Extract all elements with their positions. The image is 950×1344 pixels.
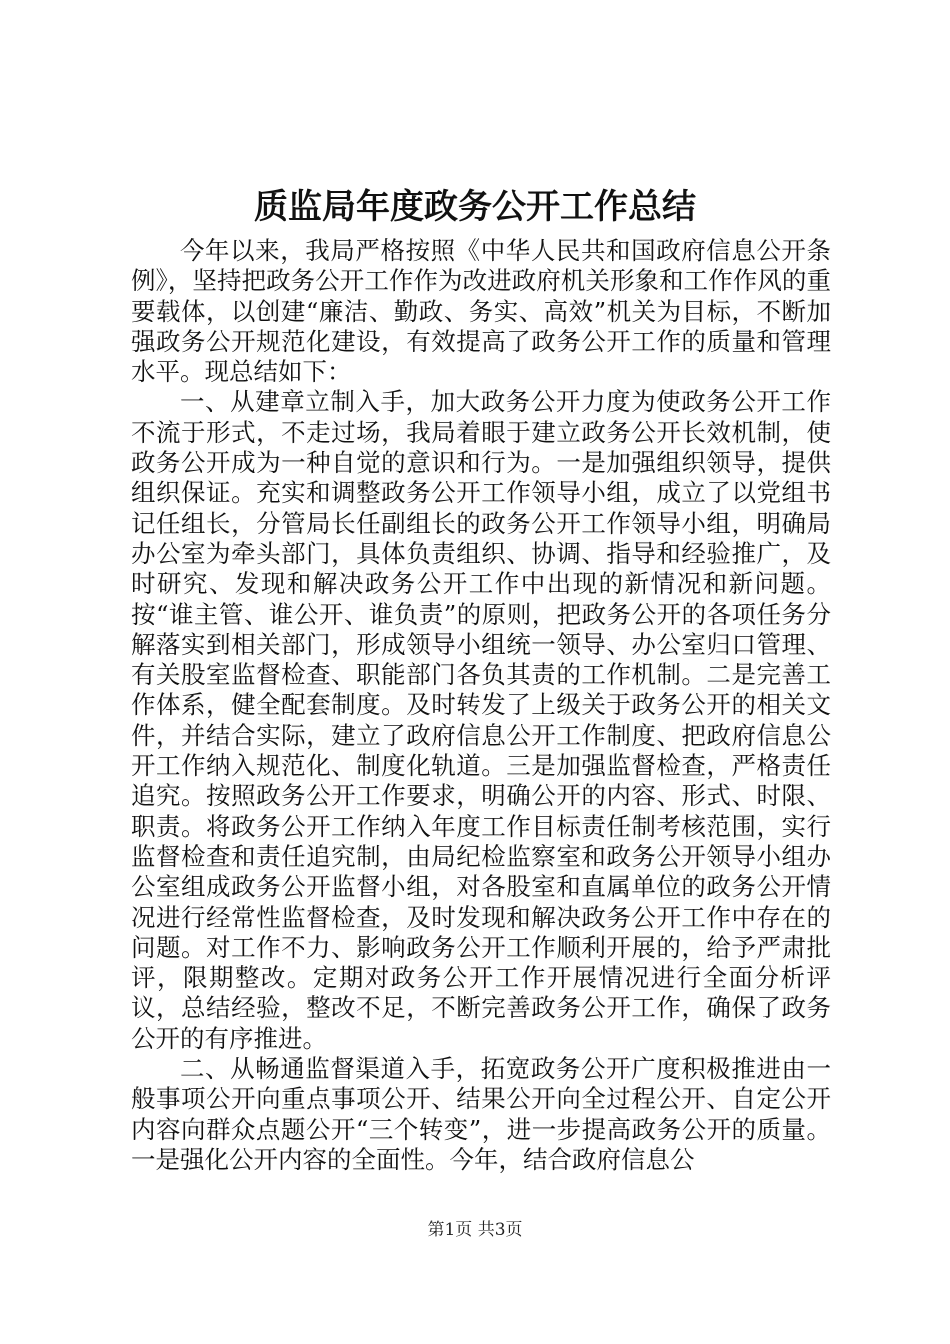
document-title: 质监局年度政务公开工作总结 bbox=[254, 187, 696, 227]
document-body bbox=[131, 236, 831, 1175]
paragraph-section-two: 二、从畅通监督渠道入手，拓宽政务公开广度积极推进由一般事项公开向重点事项公开、结果公开向全过程公开、自定公开内容向群众点题公开“三个转变”，进一步提高政务公开的质量。一是强化公开内容的全面性。今年，结合政府信息公 bbox=[131, 1054, 831, 1174]
paragraph-intro: 今年以来，我局严格按照《中华人民共和国政府信息公开条例》，坚持把政务公开工作作为改进政府机关形象和工作作风的重要载体，以创建“廉洁、勤政、务实、高效”机关为目标，不断加强政务公开规范化建设，有效提高了政务公开工作的质量和管理水平。现总结如下： bbox=[131, 236, 831, 387]
paragraph-section-one: 一、从建章立制入手，加大政务公开力度为使政务公开工作不流于形式，不走过场，我局着眼于建立政务公开长效机制，使政务公开成为一种自觉的意识和行为。一是加强组织领导，提供组织保证。充实和调整政务公开工作领导小组，成立了以党组书记任组长，分管局长任副组长的政务公开工作领导小组，明确局办公室为牵头部门，具体负责组织、协调、指导和经验推广，及时研究、发现和解决政务公开工作中出现的新情况和新问题。按“谁主管、谁公开、谁负责”的原则，把政务公开的各项任务分解落实到相关部门，形成领导小组统一领导、办公室归口管理、有关股室监督检查、职能部门各负其责的工作机制。二是完善工作体系，健全配套制度。及时转发了上级关于政务公开的相关文件，并结合实际，建立了政府信息公开工作制度、把政府信息公开工作纳入规范化、制度化轨道。三是加强监督检查，严格责任追究。按照政务公开工作要求，明确公开的内容、形式、时限、职责。将政务公开工作纳入年度工作目标责任制考核范围，实行监督检查和责任追究制，由局纪检监察室和政务公开领导小组办公室组成政务公开监督小组，对各股室和直属单位的政务公开情况进行经常性监督检查，及时发现和解决政务公开工作中存在的问题。对工作不力、影响政务公开工作顺利开展的，给予严肃批评，限期整改。定期对政务公开工作开展情况进行全面分析评议，总结经验，整改不足，不断完善政务公开工作，确保了政务公开的有序推进。 bbox=[131, 387, 831, 1053]
page-number-footer: 第1页 共3页 bbox=[427, 1220, 523, 1240]
